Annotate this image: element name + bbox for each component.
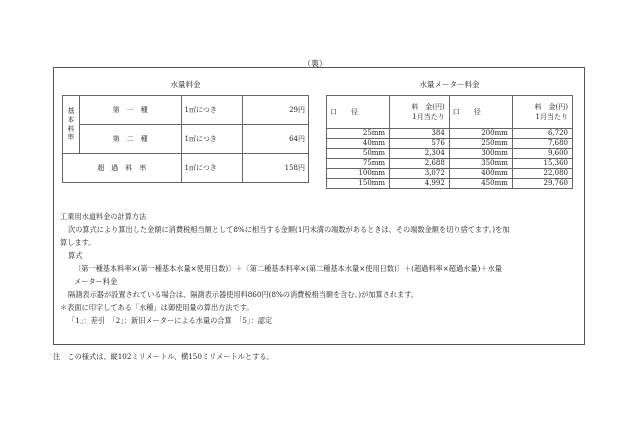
caliber-cell: 25mm (327, 129, 390, 139)
water-rate-table (62, 95, 309, 183)
table-row (327, 149, 573, 159)
price-cell: 2,688 (390, 159, 450, 169)
rate-unit: 1㎥につき (181, 96, 243, 125)
price-header: 料 金(円) 1月当たり (390, 96, 450, 129)
table-row (63, 125, 309, 154)
caliber-cell: 200mm (449, 129, 512, 139)
caliber-header: 口 径 (327, 96, 390, 129)
rate-price: 64円 (243, 125, 309, 154)
meter-fee-table (326, 95, 573, 189)
caliber-cell: 100mm (327, 169, 390, 179)
price-cell: 2,304 (390, 149, 450, 159)
form-frame (53, 67, 585, 345)
paragraph: 次の算式により算出した金額に消費税相当額として8%に相当する金額(1円未満の端数があるときは、その端数金額を切り捨てます。)を加 (68, 225, 510, 234)
rate-price: 158円 (243, 154, 309, 183)
section-title: 工業用水道料金の計算方法 (60, 212, 147, 221)
page-heading: （裏） (303, 59, 327, 68)
basic-rate-vertical-label: 基 本 料 率 (63, 96, 80, 154)
footer-note: 注 この様式は、縦102ミリメートル、横150ミリメートルとする。 (53, 352, 274, 361)
star-note: ＊表面に印字してある「水種」は御使用量の算出方法です。 (60, 303, 254, 312)
water-rate-title: 水量料金 (170, 80, 201, 89)
price-cell: 576 (390, 139, 450, 149)
caliber-cell: 300mm (449, 149, 512, 159)
table-row (63, 96, 309, 125)
formula-line: 〔第一種基本料率×(第一種基本水量×使用日数)〕＋〔第二種基本料率×(第二種基本水量×使用日数)〕＋(超過料率×超過水量)＋水量 (74, 264, 502, 273)
table-row (327, 139, 573, 149)
price-cell: 9,600 (512, 149, 572, 159)
price-header: 料 金(円) 1月当たり (512, 96, 572, 129)
price-cell: 384 (390, 129, 450, 139)
price-cell: 29,760 (512, 179, 572, 189)
rate-name: 第 一 種 (79, 96, 181, 125)
caliber-cell: 50mm (327, 149, 390, 159)
caliber-cell: 40mm (327, 139, 390, 149)
paragraph: 算します。 (60, 238, 96, 247)
calculation-method (60, 210, 580, 327)
remote-display-note: 隔測表示器が設置されている場合は、隔測表示器使用料860円(8%の消費税相当額を含む。)が加算されます。 (68, 290, 418, 299)
table-row (327, 169, 573, 179)
table-row (327, 159, 573, 169)
meter-fee-title: 水量メーター料金 (419, 80, 480, 89)
table-row (327, 179, 573, 189)
rate-price: 29円 (243, 96, 309, 125)
price-cell: 4,992 (390, 179, 450, 189)
rate-unit: 1㎥につき (181, 154, 243, 183)
price-cell: 15,360 (512, 159, 572, 169)
price-cell: 3,072 (390, 169, 450, 179)
rate-unit: 1㎥につき (181, 125, 243, 154)
formula-label: 算式 (68, 251, 83, 260)
code-legend: 「1」：差引 「2」：新旧メーターによる水量の合算 「5」：認定 (68, 316, 273, 325)
caliber-header: 口 径 (449, 96, 512, 129)
caliber-cell: 400mm (449, 169, 512, 179)
price-cell: 7,680 (512, 139, 572, 149)
price-cell: 6,720 (512, 129, 572, 139)
caliber-cell: 75mm (327, 159, 390, 169)
rate-name: 第 二 種 (79, 125, 181, 154)
table-header-row (327, 96, 573, 129)
caliber-cell: 250mm (449, 139, 512, 149)
price-cell: 22,080 (512, 169, 572, 179)
rate-name: 超 過 料 率 (63, 154, 182, 183)
table-row (63, 154, 309, 183)
table-row (327, 129, 573, 139)
formula-line: メーター料金 (74, 277, 118, 286)
caliber-cell: 450mm (449, 179, 512, 189)
caliber-cell: 150mm (327, 179, 390, 189)
caliber-cell: 350mm (449, 159, 512, 169)
